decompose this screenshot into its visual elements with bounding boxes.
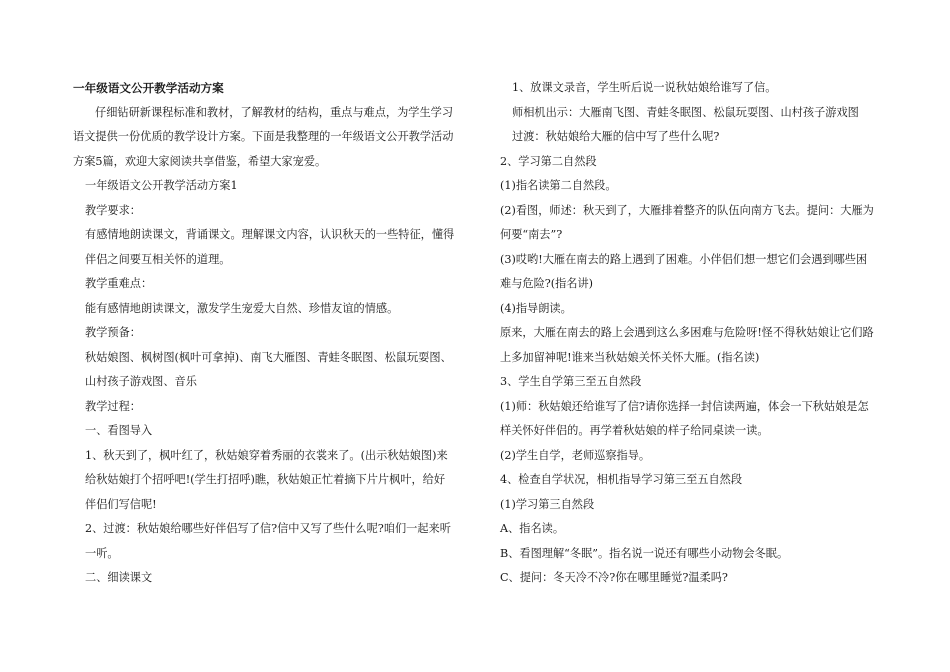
step-4-heading: 4、检查自学状况，相机指导学习第三至五自然段 <box>500 473 743 486</box>
plan-heading: 一年级语文公开教学活动方案1 <box>85 179 238 192</box>
step-4-item-b: B、看图理解“冬眠”。指名说一说还有哪些小动物会冬眠。 <box>500 546 789 560</box>
left-column <box>73 76 455 591</box>
step-2-heading: 2、学习第二自然段 <box>500 154 597 168</box>
key-points-text: 能有感情地朗读课文，激发学生宠爱大自然、珍惜友谊的情感。 <box>85 301 399 315</box>
step-4-item-c: C、提问：冬天冷不冷?你在哪里睡觉?温柔吗? <box>500 571 728 584</box>
explanation-paragraph: 原来，大雁在南去的路上会遇到这么多困难与危险呀!怪不得秋姑娘让它们路上多加留神呢!谁来当秋姑娘关怀关怀大雁。(指名读) <box>500 326 874 364</box>
intro-paragraph: 仔细钻研新课程标准和教材，了解教材的结构，重点与难点，为学生学习语文提供一份优质的教学设计方案。下面是我整理的一年级语文公开教学活动方案5篇，欢迎大家阅读共享借鉴，希望大家宠爱。 <box>73 105 454 168</box>
section-one-heading: 一、看图导入 <box>85 424 153 437</box>
step-4-item-a: A、指名读。 <box>500 522 565 535</box>
step-3-item-2: (2)学生自学，老师巡察指导。 <box>500 448 651 462</box>
document-title: 一年级语文公开教学活动方案 <box>73 81 224 95</box>
key-points-heading: 教学重难点： <box>85 277 153 290</box>
step-3-item-1: (1)师：秋姑娘还给谁写了信?请你选择一封信读两遍，体会一下秋姑娘是怎样关怀好伴侣的。再学着秋姑娘的样子给同桌读一读。 <box>500 399 869 437</box>
step-2-item-2: (2)看图，师述：秋天到了，大雁排着整齐的队伍向南方飞去。提问：大雁为何要“南去”? <box>500 203 874 241</box>
section-one-item-1: 1、秋天到了，枫叶红了，秋姑娘穿着秀丽的衣裳来了。(出示秋姑娘图)来给秋姑娘打个招呼吧!(学生打招呼)瞧，秋姑娘正忙着摘下片片枫叶，给好伴侣们写信呢! <box>85 448 448 511</box>
step-4-item-1: (1)学习第三自然段 <box>500 497 595 511</box>
step-2-item-3: (3)哎哟!大雁在南去的路上遇到了困难。小伴侣们想一想它们会遇到哪些困难与危险?(指名讲) <box>500 252 868 290</box>
requirements-text: 有感情地朗读课文，背诵课文。理解课文内容，认识秋天的一些特征，懂得伴侣之间要互相关怀的道理。 <box>85 228 455 266</box>
right-column <box>500 76 878 591</box>
section-two-heading: 二、细读课文 <box>85 571 153 584</box>
preparation-text: 秋姑娘图、枫树图(枫叶可拿掉)、南飞大雁图、青蛙冬眠图、松鼠玩耍图、山村孩子游戏图、音乐 <box>85 350 452 388</box>
step-3-heading: 3、学生自学第三至五自然段 <box>500 375 642 388</box>
step-2-item-1: (1)指名读第二自然段。 <box>500 179 617 192</box>
process-heading: 教学过程： <box>85 399 141 413</box>
step-1: 1、放课文录音，学生听后说一说秋姑娘给谁写了信。 <box>512 81 777 94</box>
preparation-heading: 教学预备： <box>85 326 141 339</box>
transition-1: 过渡：秋姑娘给大雁的信中写了些什么呢? <box>512 130 720 143</box>
requirements-heading: 教学要求： <box>85 203 141 217</box>
step-2-item-4: (4)指导朗读。 <box>500 301 572 315</box>
section-one-item-2: 2、过渡：秋姑娘给哪些好伴侣写了信?信中又写了些什么呢?咱们一起来听一听。 <box>85 522 451 560</box>
teacher-shows: 师相机出示：大雁南飞图、青蛙冬眠图、松鼠玩耍图、山村孩子游戏图 <box>512 105 859 119</box>
